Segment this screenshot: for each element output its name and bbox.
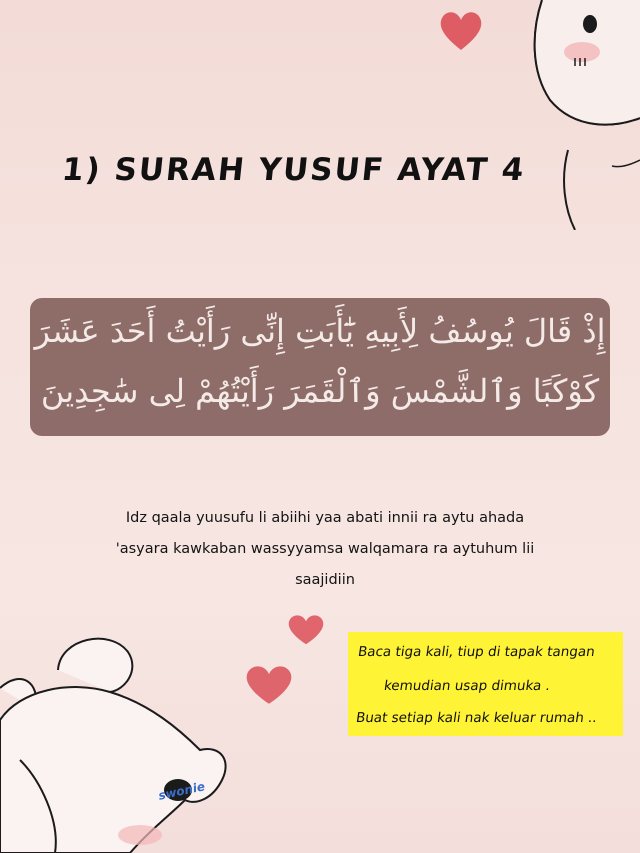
note-line: kemudian usap dimuka . bbox=[382, 678, 552, 694]
instruction-note bbox=[348, 632, 623, 736]
arabic-verse-line: إِذْ قَالَ يُوسُفُ لِأَبِيهِ يَٰٓأَبَتِ إِنِّى رَأَيْتُ أَحَدَ عَشَرَ bbox=[34, 312, 606, 350]
transliteration-line: saajidiin bbox=[295, 572, 355, 588]
transliteration-text bbox=[95, 503, 555, 596]
bear-illustration-top bbox=[520, 0, 640, 230]
note-line: Buat setiap kali nak keluar rumah .. bbox=[354, 710, 598, 726]
arabic-verse-box bbox=[30, 298, 610, 436]
watermark: swonie bbox=[157, 779, 207, 803]
transliteration-line: Idz qaala yuusufu li abiihi yaa abati innii ra aytu ahada bbox=[125, 510, 525, 526]
note-line: Baca tiga kali, tiup di tapak tangan bbox=[356, 644, 596, 660]
bear-illustration-bottom bbox=[0, 630, 230, 853]
heart-icon bbox=[438, 8, 484, 52]
arabic-verse-line: كَوْكَبًا وَٱلشَّمْسَ وَٱلْقَمَرَ رَأَيْتُهُمْ لِى سَٰجِدِينَ bbox=[40, 372, 600, 410]
page-title: 1) SURAH YUSUF AYAT 4 bbox=[60, 152, 528, 188]
heart-icon bbox=[240, 662, 298, 706]
transliteration-line: 'asyara kawkaban wassyyamsa walqamara ra aytuhum lii bbox=[115, 541, 535, 557]
heart-icon bbox=[285, 612, 327, 646]
